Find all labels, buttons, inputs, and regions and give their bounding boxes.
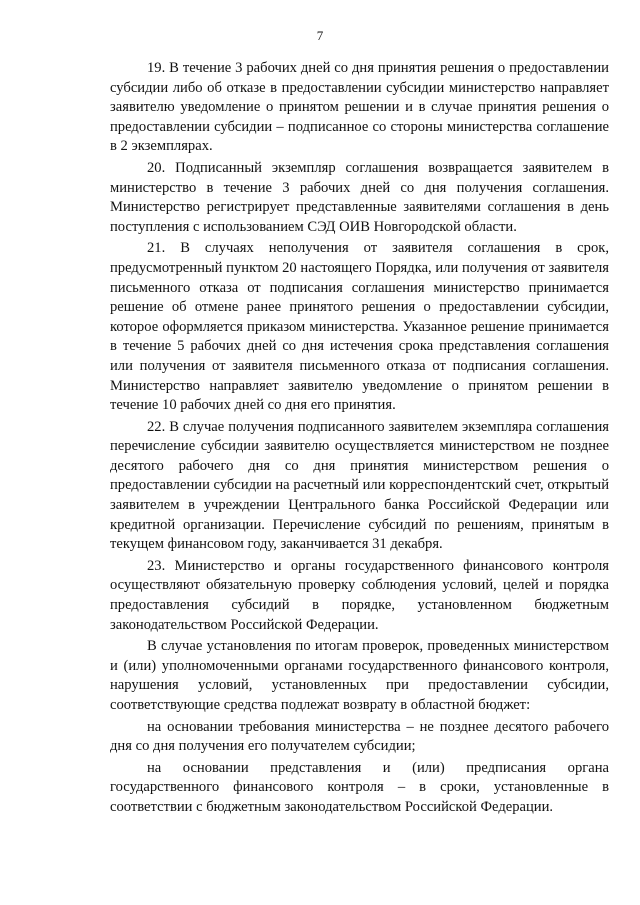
paragraph-20: 20. Подписанный экземпляр соглашения возвращается заявителем в министерство в течение 3 рабочих дней со дня получения соглашения. Министерство регистрирует представленные заявителями соглашения в день поступления с использованием СЭД ОИВ Новгородской области. bbox=[110, 159, 609, 235]
paragraph-21: 21. В случаях неполучения от заявителя соглашения в срок, предусмотренный пунктом 20 настоящего Порядка, или получения от заявителя письменного отказа от подписания соглашения министерство принимается решение об отмене ранее принятого решения о предоставлении субсидии, которое оформляется приказом министерства. Указанное решение принимается в течение 5 рабочих дней со дня истечения срока представления соглашения или получения от заявителя письменного отказа от подписания соглашения. Министерство направляет заявителю уведомление о принятом решении в течение 10 рабочих дней со дня его принятия. bbox=[110, 240, 609, 414]
page-number: 7 bbox=[316, 28, 324, 43]
paragraph-22: 22. В случае получения подписанного заявителем экземпляра соглашения перечисление субсидии заявителю осуществляется министерством не позднее десятого рабочего дня со дня принятия министерством решения о предоставлении субсидии на расчетный или корреспондентский счет, открытый заявителем в учреждении Центрального банка Российской Федерации или кредитной организации. Перечисление субсидий по решениям, принятым в текущем финансовом году, заканчивается 31 декабря. bbox=[110, 418, 609, 553]
paragraph-23-control-order: на основании представления и (или) предписания органа государственного финансового контроля – в сроки, установленные в соответствии с бюджетным законодательством Российской Федерации. bbox=[110, 759, 609, 815]
paragraph-23: 23. Министерство и органы государственного финансового контроля осуществляют обязательную проверку соблюдения условий, целей и порядка предоставления субсидий в порядке, установленном бюджетным законодательством Российской Федерации. bbox=[110, 557, 609, 633]
document-body bbox=[110, 59, 609, 818]
paragraph-23-ministry-demand: на основании требования министерства – не позднее десятого рабочего дня со дня получения его получателем субсидии; bbox=[110, 718, 609, 755]
paragraph-19: 19. В течение 3 рабочих дней со дня принятия решения о предоставлении субсидии либо об отказе в предоставлении субсидии министерство направляет заявителю уведомление о принятом решении и в случае принятия решения о предоставлении субсидии – подписанное со стороны министерства соглашение в 2 экземплярах. bbox=[110, 60, 609, 155]
paragraph-23-violations: В случае установления по итогам проверок, проведенных министерством и (или) уполномоченными органами государственного финансового контроля, нарушения условий, установленных при предоставлении субсидии, соответствующие средства подлежат возврату в областной бюджет: bbox=[110, 638, 609, 713]
